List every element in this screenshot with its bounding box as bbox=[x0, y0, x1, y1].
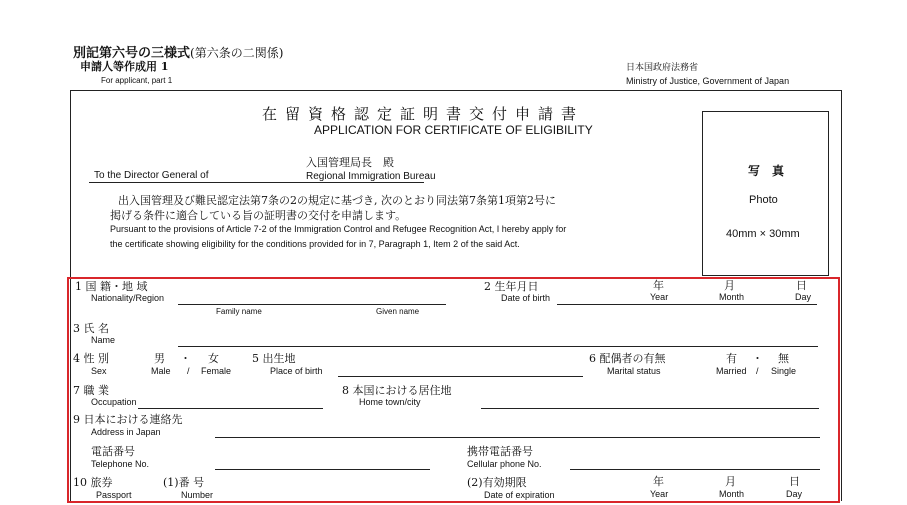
photo-label-jp: 写 真 bbox=[748, 164, 785, 178]
expiry-month-en: Month bbox=[719, 489, 745, 499]
statement-en-1: Pursuant to the provisions of Article 7-2 of the Immigration Control and Refugee Recognition Act, I hereby apply for bbox=[110, 224, 567, 234]
address-label-jp: 9 日本における連絡先 bbox=[73, 413, 183, 426]
dob-year-jp: 年 bbox=[653, 279, 664, 292]
telephone-label-jp: 電話番号 bbox=[91, 445, 135, 458]
application-title-jp: 在留資格認定証明書交付申請書 bbox=[262, 105, 585, 123]
telephone-field[interactable] bbox=[215, 469, 430, 470]
bureau-jp: 入国管理局長 殿 bbox=[306, 156, 394, 169]
application-title-en: APPLICATION FOR CERTIFICATE OF ELIGIBILITY bbox=[314, 123, 593, 137]
nationality-field[interactable] bbox=[178, 304, 446, 305]
hometown-label-jp: 8 本国における居住地 bbox=[342, 384, 452, 397]
expiry-label-jp: (2)有効期限 bbox=[467, 476, 527, 489]
marital-label-jp: 6 配偶者の有無 bbox=[589, 352, 666, 365]
marital-label-en: Marital status bbox=[607, 366, 661, 376]
marital-dot: ・ bbox=[752, 352, 763, 365]
married-en: Married bbox=[716, 366, 747, 376]
sex-female-jp[interactable]: 女 bbox=[208, 352, 219, 365]
sex-slash: / bbox=[187, 366, 190, 376]
dob-day-jp: 日 bbox=[796, 279, 807, 292]
occupation-field[interactable] bbox=[138, 408, 323, 409]
expiry-month-jp: 月 bbox=[725, 475, 736, 488]
statement-en-2: the certificate showing eligibility for the conditions provided for in 7, Paragraph 1, Item 2 of the said Act. bbox=[110, 239, 520, 249]
sex-label-en: Sex bbox=[91, 366, 107, 376]
dob-month-en: Month bbox=[719, 292, 745, 302]
nationality-label-en: Nationality/Region bbox=[91, 293, 165, 303]
dob-year-en: Year bbox=[650, 292, 669, 302]
expiry-year-en: Year bbox=[650, 489, 669, 499]
sex-male-en: Male bbox=[151, 366, 171, 376]
cellphone-label-jp: 携帯電話番号 bbox=[467, 445, 533, 458]
applicant-copy-label-en: For applicant, part 1 bbox=[101, 76, 173, 85]
dob-field[interactable] bbox=[557, 304, 817, 305]
nationality-label-jp: 1 国 籍・地 域 bbox=[75, 280, 148, 293]
dob-label-en: Date of birth bbox=[501, 293, 551, 303]
bureau-en: Regional Immigration Bureau bbox=[306, 171, 436, 182]
marital-slash: / bbox=[756, 366, 759, 376]
ministry-jp: 日本国政府法務省 bbox=[626, 63, 699, 73]
applicant-copy-label: 申請人等作成用 1 bbox=[80, 60, 169, 73]
sex-label-jp: 4 性 別 bbox=[73, 352, 109, 365]
married-jp[interactable]: 有 bbox=[726, 352, 737, 365]
sex-dot: ・ bbox=[180, 352, 191, 365]
cellphone-label-en: Cellular phone No. bbox=[467, 459, 542, 469]
passport-number-jp: (1)番 号 bbox=[163, 476, 205, 489]
passport-label-en: Passport bbox=[96, 490, 132, 500]
expiry-label-en: Date of expiration bbox=[484, 490, 555, 500]
ministry-en: Ministry of Justice, Government of Japan bbox=[626, 76, 790, 86]
dob-month-jp: 月 bbox=[724, 279, 735, 292]
name-field[interactable] bbox=[178, 346, 818, 347]
birthplace-label-en: Place of birth bbox=[270, 366, 323, 376]
address-label-en: Address in Japan bbox=[91, 427, 161, 437]
expiry-year-jp: 年 bbox=[653, 475, 664, 488]
addressee-underline bbox=[89, 182, 424, 183]
cellphone-field[interactable] bbox=[570, 469, 820, 470]
address-field[interactable] bbox=[215, 437, 820, 438]
occupation-label-en: Occupation bbox=[91, 397, 137, 407]
birthplace-field[interactable] bbox=[338, 376, 583, 377]
form-title-ref: (第六条の二関係) bbox=[190, 46, 284, 60]
given-name-label: Given name bbox=[376, 307, 420, 316]
dob-day-en: Day bbox=[795, 292, 812, 302]
hometown-field[interactable] bbox=[481, 408, 819, 409]
telephone-label-en: Telephone No. bbox=[91, 459, 150, 469]
name-label-jp: 3 氏 名 bbox=[73, 322, 109, 335]
hometown-label-en: Home town/city bbox=[359, 397, 421, 407]
occupation-label-jp: 7 職 業 bbox=[73, 384, 109, 397]
passport-label-jp: 10 旅券 bbox=[73, 476, 113, 489]
photo-size: 40mm × 30mm bbox=[726, 228, 800, 240]
statement-jp-1: 出入国管理及び難民認定法第7条の2の規定に基づき, 次のとおり同法第7条第1項第2号に bbox=[118, 194, 556, 207]
dob-label-jp: 2 生年月日 bbox=[484, 280, 539, 293]
statement-jp-2: 掲げる条件に適合している旨の証明書の交付を申請します。 bbox=[110, 209, 407, 222]
sex-female-en: Female bbox=[201, 366, 232, 376]
family-name-label: Family name bbox=[216, 307, 262, 316]
passport-number-en: Number bbox=[181, 490, 214, 500]
single-en: Single bbox=[771, 366, 797, 376]
form-title-main: 別記第六号の三様式 bbox=[73, 46, 191, 61]
photo-label-en: Photo bbox=[749, 194, 778, 206]
expiry-day-jp: 日 bbox=[789, 475, 800, 488]
name-label-en: Name bbox=[91, 335, 116, 345]
sex-male-jp[interactable]: 男 bbox=[154, 352, 165, 365]
birthplace-label-jp: 5 出生地 bbox=[252, 352, 296, 365]
single-jp[interactable]: 無 bbox=[778, 352, 789, 365]
expiry-day-en: Day bbox=[786, 489, 803, 499]
to-director-en: To the Director General of bbox=[94, 170, 209, 181]
